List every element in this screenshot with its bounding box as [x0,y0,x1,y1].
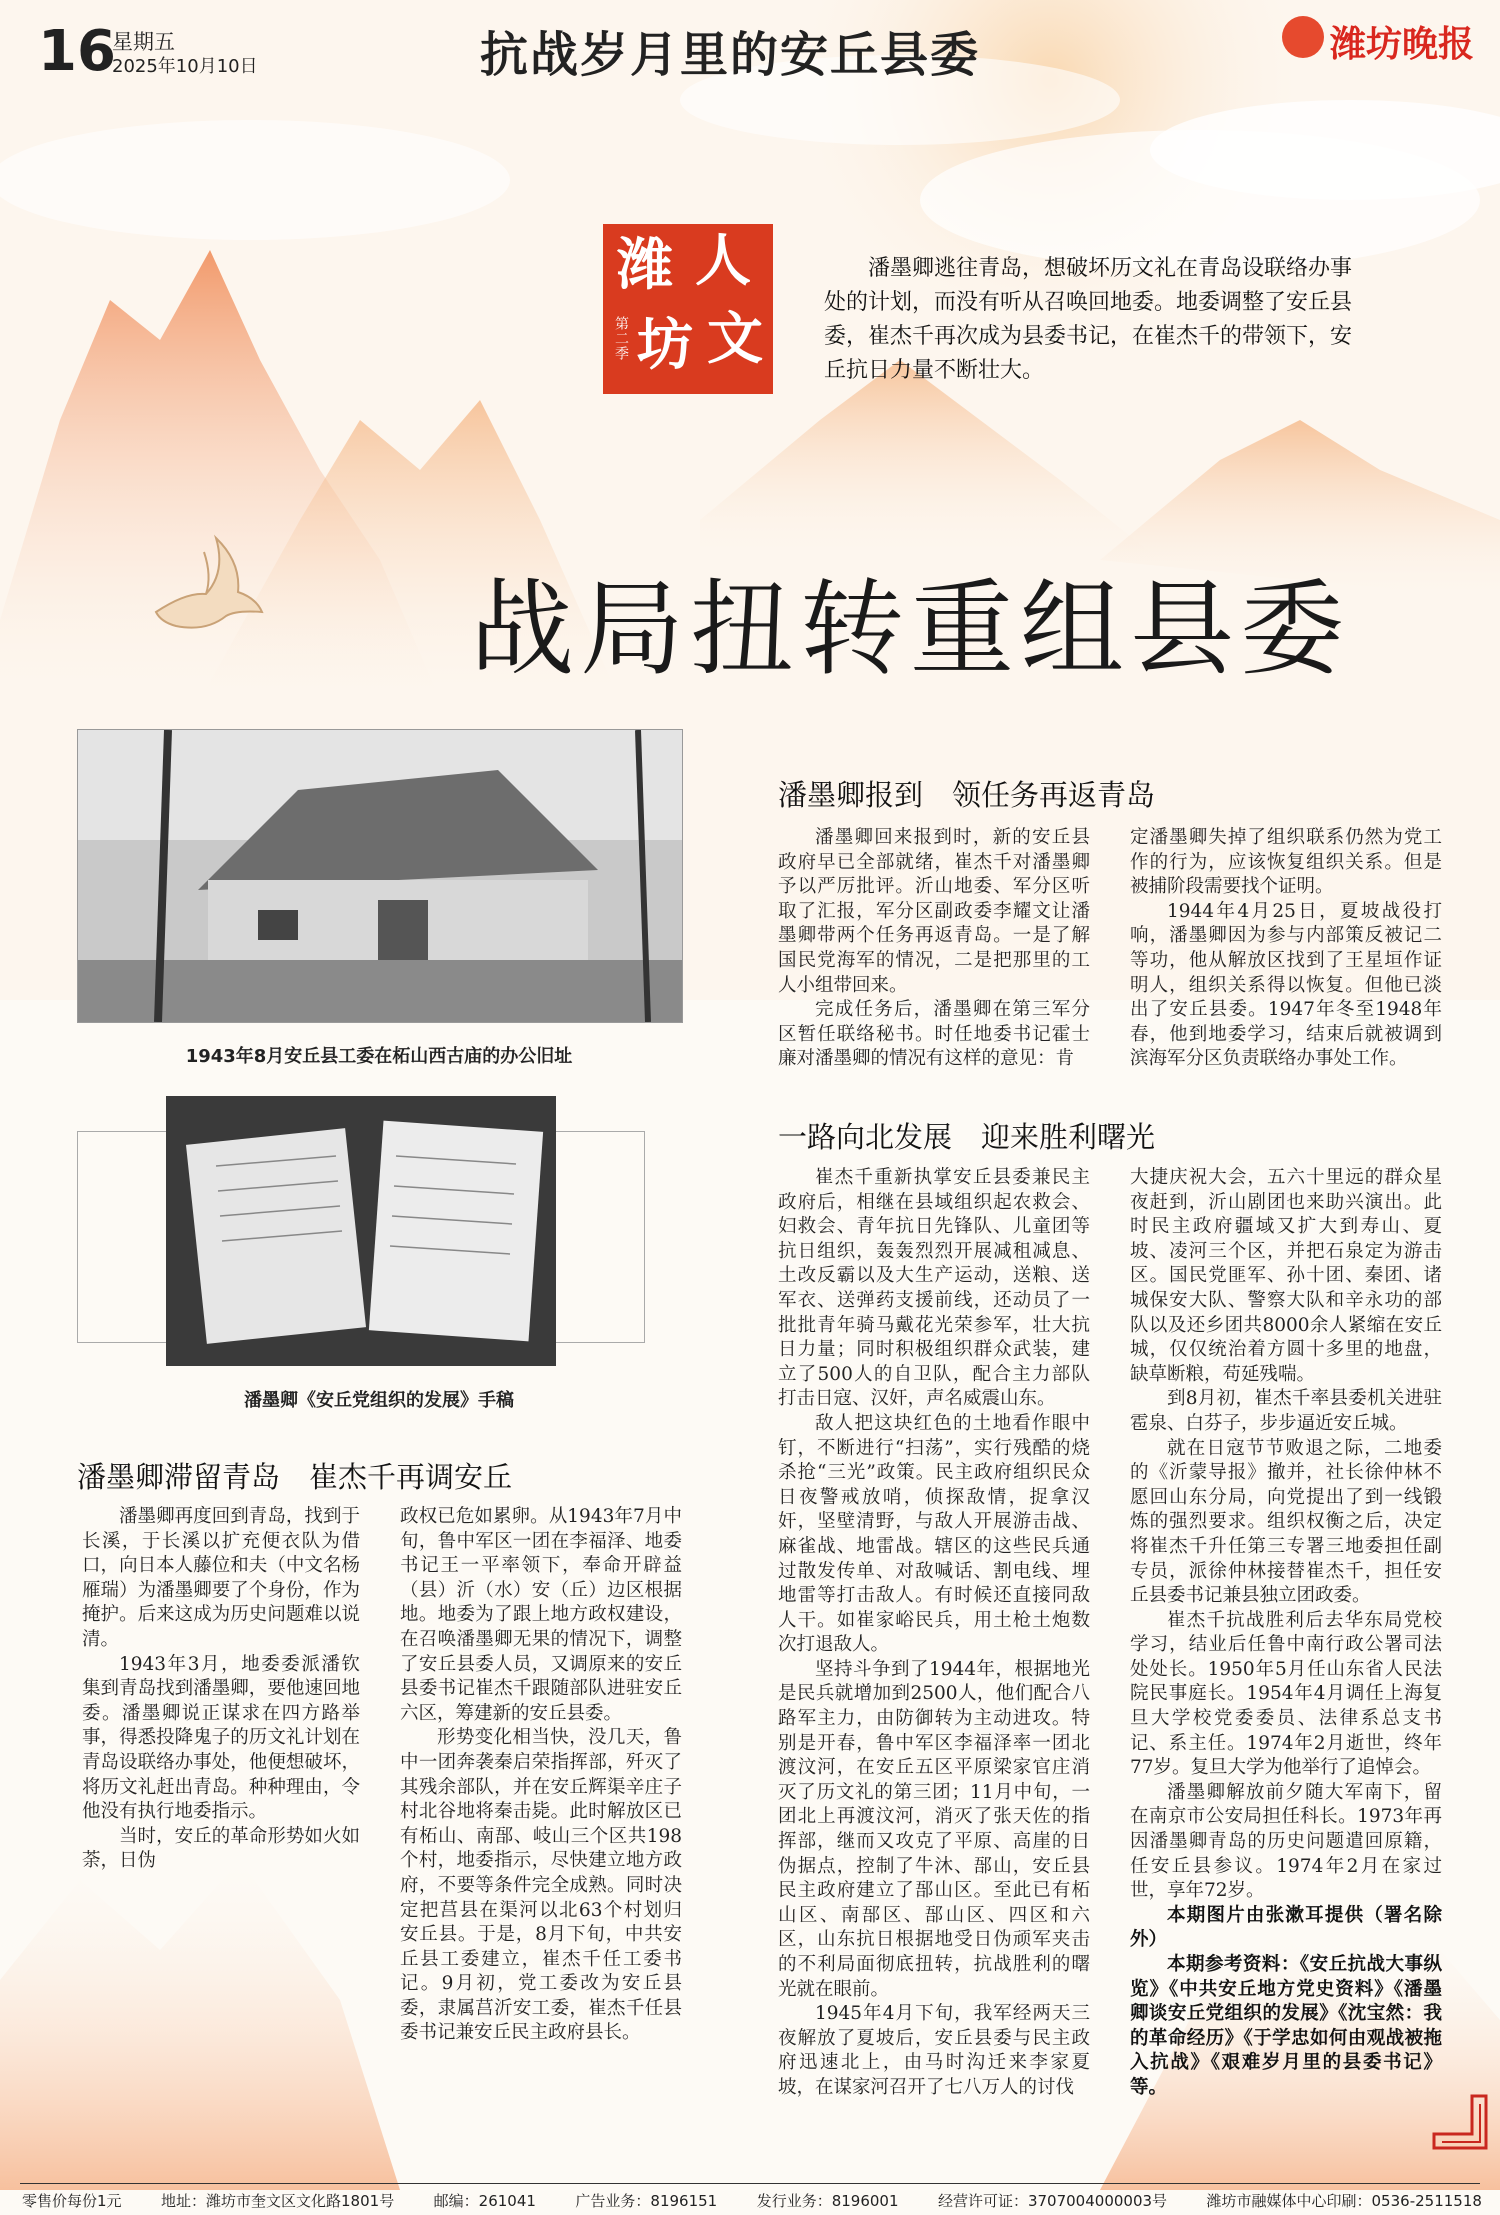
section-heading: 潘墨卿报到 领任务再返青岛 [778,778,1156,812]
paragraph: 就在日寇节节败退之际，二地委的《沂蒙导报》撤并，社长徐仲林不愿回山东分局，向党提出了到一线锻炼的强烈要求。组织权衡之后，决定将崔杰千升任第三专署三地委担任副专员，派徐仲林接替崔杰千，担任安丘县委书记兼县独立团政委。 [1130,1437,1442,1607]
paragraph: 政权已危如累卵。从1943年7月中旬，鲁中军区一团在李福泽、地委书记王一平率领下，奉命开辟益（县）沂（水）安（丘）边区根据地。地委为了跟上地方政权建设，在召唤潘墨卿无果的情况下，调整了安丘县委人员，又调原来的安丘县委书记崔杰千跟随部队进驻安丘六区，筹建新的安丘县委。 [400,1506,682,1724]
main-title: 战局扭转重组县委 [470,568,1351,690]
manuscript-photo [166,1096,556,1366]
article-column [1130,826,1442,1072]
paragraph: 1945年4月下旬，我军经两天三夜解放了夏坡后，安丘县委与民主政府迅速北上，由马时沟迁来李家夏坡，在谋家河召开了七八万人的讨伐 [778,2003,1090,2098]
column-seal [603,224,773,394]
intro-paragraph: 潘墨卿逃往青岛，想破坏历文礼在青岛设联络办事处的计划，而没有听从召唤回地委。地委调整了安丘县委，崔杰千再次成为县委书记，在崔杰千的带领下，安丘抗日力量不断壮大。 [824,256,1353,383]
page-number: 16 [38,19,116,84]
footer-ads: 广告业务：8196151 [575,2192,718,2210]
paper-name: 潍坊晚报 [1330,24,1475,65]
seal-char: 文 [707,307,763,372]
photo-caption: 1943年8月安丘县工委在柘山西古庙的办公旧址 [185,1046,573,1067]
historic-office-photo [77,729,683,1023]
publication-date: 2025年10月10日 [112,56,258,77]
footer-price: 零售价每份1元 [22,2192,122,2210]
seal-issue-label: 第二季 [613,316,629,361]
footer-license: 经营许可证：3707004000003号 [937,2192,1168,2210]
article-column [778,826,1090,1072]
paragraph: 潘墨卿解放前夕随大军南下，留在南京市公安局担任科长。1973年再因潘墨卿青岛的历史问题遣回原籍，任安丘县参议。1974年2月在家过世，享年72岁。 [1130,1781,1442,1902]
paragraph: 潘墨卿回来报到时，新的安丘县政府早已全部就绪，崔杰千对潘墨卿予以严厉批评。沂山地委、军分区听取了汇报，军分区副政委李耀文让潘墨卿带两个任务再返青岛。一是了解国民党海军的情况，二是把那里的工人小组带回来。 [778,827,1090,996]
column-title: 抗战岁月里的安丘县委 [480,27,981,83]
seal-char: 坊 [637,313,693,378]
paragraph: 敌人把这块红色的土地看作眼中钉，不断进行“扫荡”，实行残酷的烧杀抢“三光”政策。民主政府组织民众日夜警戒放哨，侦探敌情，捉拿汉奸，坚壁清野，与敌人开展游击战、麻雀战、地雷战。辖区的这些民兵通过散发传单、对敌喊话、割电线、埋地雷等打击敌人。有时候还直接同敌人干。如崔家峪民兵，用土枪土炮数次打退敌人。 [778,1412,1090,1656]
paragraph: 当时，安丘的革命形势如火如荼，日伪 [82,1825,360,1872]
article-column [82,1505,360,1874]
corner-ornament-icon [1432,2094,1488,2150]
photo-credits: 本期图片由张漱耳提供（署名除外） [1130,1904,1442,1951]
article-column [1130,1166,1442,2101]
paragraph: 到8月初，崔杰千率县委机关进驻雹泉、白芬子，步步逼近安丘城。 [1130,1388,1442,1434]
paragraph: 坚持斗争到了1944年，根据地光是民兵就增加到2500人，他们配合八路军主力，由防御转为主动进攻。特别是开春，鲁中军区李福泽率一团北渡汶河，在安丘五区平原梁家官庄消灭了历文礼的第三团；11月中旬，一团北上再渡汶河，消灭了张天佐的指挥部，继而又攻克了平原、高崖的日伪据点，控制了牛沐、郚山，安丘县民主政府建立了郚山区。至此已有柘山区、南郚区、郚山区、四区和六区，山东抗日根据地受日伪顽军夹击的不利局面彻底扭转，抗战胜利的曙光就在眼前。 [778,1658,1090,2000]
references: 本期参考资料：《安丘抗战大事纵览》《中共安丘地方党史资料》《潘墨卿谈安丘党组织的发展》《沈宝然：我的革命经历》《于学忠如何由观战被拖入抗战》《艰难岁月里的县委书记》等。 [1130,1954,1442,2098]
paragraph: 1944年4月25日，夏坡战役打响，潘墨卿因为参与内部策反被记二等功，他从解放区找到了王星垣作证明人，组织关系得以恢复。但他已淡出了安丘县委。1947年冬至1948年春，他到地委学习，结束后就被调到滨海军分区负责联络办事处工作。 [1130,900,1442,1070]
section-heading: 一路向北发展 迎来胜利曙光 [778,1120,1156,1154]
paragraph: 完成任务后，潘墨卿在第三军分区暂任联络秘书。时任地委书记霍士廉对潘墨卿的情况有这样的意见：肯 [778,999,1090,1070]
paragraph: 1943年3月，地委委派潘钦集到青岛找到潘墨卿，要他速回地委。潘墨卿说正谋求在四方路举事，得悉投降鬼子的历文礼计划在青岛设联络办事处，他便想破坏，将历文礼赶出青岛。种种理由，令他没有执行地委指示。 [82,1653,360,1823]
weekday: 星期五 [112,30,175,54]
footer-distribution: 发行业务：8196001 [756,2192,899,2210]
footer [22,2190,1482,2211]
article-column [778,1166,1090,2101]
seal-char: 人 [695,229,751,294]
article-column [400,1505,682,2046]
seal-char: 潍 [617,233,673,298]
footer-postcode: 邮编：261041 [433,2192,536,2210]
paragraph: 形势变化相当快，没几天，鲁中一团奔袭秦启荣指挥部，歼灭了其残余部队，并在安丘辉渠辛庄子村北谷地将秦击毙。此时解放区已有柘山、南郚、岐山三个区共198个村，地委指示，尽快建立地方政府，不要等条件完全成熟。同时决定把莒县在渠河以北63个村划归安丘县。于是，8月下旬，中共安丘县工委建立，崔杰千任工委书记。9月初，党工委改为安丘县委，隶属莒沂安工委，崔杰千任县委书记兼安丘民主政府县长。 [400,1727,682,2044]
footer-divider [20,2183,1480,2184]
section-heading: 潘墨卿滞留青岛 崔杰千再调安丘 [77,1460,513,1494]
paragraph: 崔杰千重新执掌安丘县委兼民主政府后，相继在县域组织起农救会、妇救会、青年抗日先锋队、儿童团等抗日组织，轰轰烈烈开展减租减息、土改反霸以及大生产运动，送粮、送军衣、送弹药支援前线，还动员了一批批青年骑马戴花光荣参军，壮大抗日力量；同时积极组织群众武装，建立了500人的自卫队，配合主力部队打击日寇、汉奸，声名威震山东。 [778,1167,1090,1410]
footer-address: 地址：潍坊市奎文区文化路1801号 [161,2192,395,2210]
paragraph: 定潘墨卿失掉了组织联系仍然为党工作的行为，应该恢复组织关系。但是被捕阶段需要找个证明。 [1130,827,1442,898]
newspaper-logo [1282,14,1482,65]
paragraph: 潘墨卿再度回到青岛，找到于长溪，于长溪以扩充便衣队为借口，向日本人藤位和夫（中文名杨雁瑞）为潘墨卿要了个身份，作为掩护。后来这成为历史问题难以说清。 [82,1506,360,1650]
logo-swirl-icon [1282,16,1324,58]
paragraph: 崔杰千抗战胜利后去华东局党校学习，结业后任鲁中南行政公署司法处处长。1950年5月任山东省人民法院民事庭长。1954年4月调任上海复旦大学校党委委员、法律系总支书记、系主任。1974年2月逝世，终年77岁。复旦大学为他举行了追悼会。 [1130,1609,1442,1779]
photo-caption: 潘墨卿《安丘党组织的发展》手稿 [244,1390,514,1411]
dove-icon [146,532,266,636]
footer-printer: 潍坊市融媒体中心印刷：0536-2511518 [1206,2192,1482,2210]
paragraph: 大捷庆祝大会，五六十里远的群众星夜赶到，沂山剧团也来助兴演出。此时民主政府疆域又扩大到寿山、夏坡、凌河三个区，并把石泉定为游击区。国民党匪军、孙十团、秦团、诸城保安大队、警察大队和辛永功的部队以及还乡团共8000余人紧缩在安丘城，仅仅统治着方圆十多里的地盘，缺草断粮，苟延残喘。 [1130,1167,1442,1385]
